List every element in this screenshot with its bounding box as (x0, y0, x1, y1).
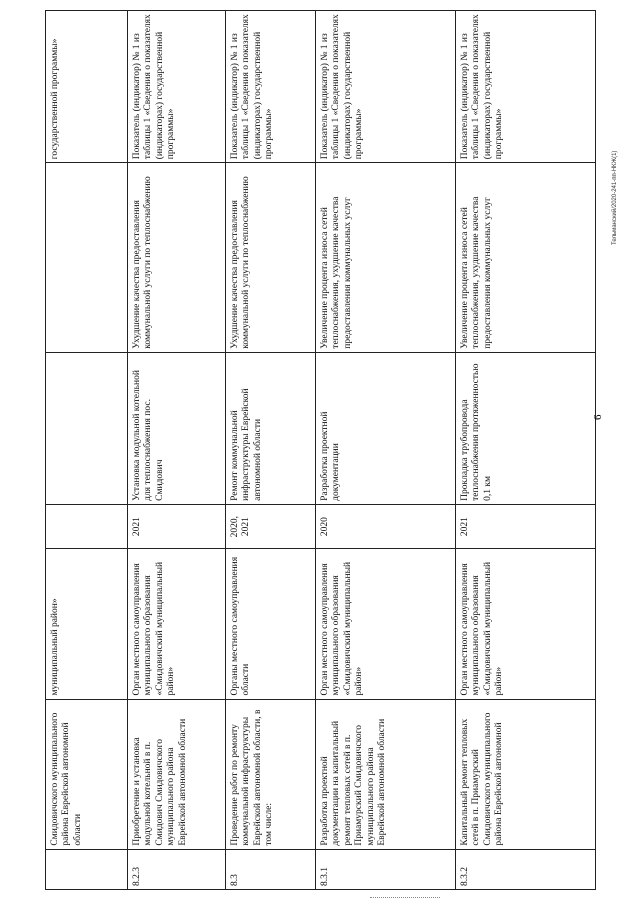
table-row (46, 11, 128, 890)
cell-measure-name: Приобретение и установка модульной котельной в п. Смидович Смидовичского муниципального района Еврейской автономной области (128, 699, 226, 849)
cell-year: 2020 (316, 504, 456, 549)
cell-effect: Ухудшение качества предоставления коммунальной услуги по теплоснабжению (226, 163, 316, 352)
cell-number: 8.3.2 (456, 849, 596, 889)
cell-measure-name: Смидовичского муниципального района Еврейской автономной области (46, 699, 128, 849)
cell-work: Ремонт коммунальной инфраструктуры Еврейской автономной области (226, 352, 316, 504)
cell-responsible: Органы местного самоуправления области (226, 549, 316, 699)
cell-number: 8.2.3 (128, 849, 226, 889)
cell-measure-name: Капитальный ремонт тепловых сетей в п. Приамурский Смидовичского муниципального района Еврейской автономной (456, 699, 596, 849)
cell-responsible: Орган местного самоуправления муниципального образования «Смидовичский муниципальный район» (456, 549, 596, 699)
table-row (316, 11, 456, 890)
table-row (128, 11, 226, 890)
cell-indicator: Показатель (индикатор) № 1 из таблицы 1 «Сведения о показателях (индикаторах) государственной программы» (226, 11, 316, 163)
measures-table (45, 10, 596, 890)
cell-effect: Увеличение процента износа сетей теплоснабжения, ухудшение качества предоставления коммунальных услуг (316, 163, 456, 352)
cell-measure-name: Проведение работ по ремонту коммунальной инфраструктуры Еврейской автономной области, в том числе: (226, 699, 316, 849)
cell-responsible: Орган местного самоуправления муниципального образования «Смидовичский муниципальный район» (316, 549, 456, 699)
cell-work: Прокладка трубопровода теплоснабжения протяженностью 0,1 км (456, 352, 596, 504)
cell-responsible: Орган местного самоуправления муниципального образования «Смидовичский муниципальный район» (128, 549, 226, 699)
cell-indicator: Показатель (индикатор) № 1 из таблицы 1 «Сведения о показателях (индикаторах) государственной программы» (456, 11, 596, 163)
cell-year: 2021 (128, 504, 226, 549)
page-number: 6 (592, 414, 604, 420)
cell-year: 2021 (456, 504, 596, 549)
cell-number: 8.3.1 (316, 849, 456, 889)
cell-work: Установка модульной котельной для теплоснабжения пос. Смидович (128, 352, 226, 504)
rotated-table-container (45, 10, 605, 890)
table-row (456, 11, 596, 890)
cell-effect (46, 163, 128, 352)
cell-effect: Ухудшение качества предоставления коммунальной услуги по теплоснабжению (128, 163, 226, 352)
cell-indicator: Показатель (индикатор) № 1 из таблицы 1 «Сведения о показателях (индикаторах) государственной программы» (316, 11, 456, 163)
cell-number (46, 849, 128, 889)
cell-year: 2020, 2021 (226, 504, 316, 549)
cell-indicator: государственной программы» (46, 11, 128, 163)
table-row (226, 11, 316, 890)
cell-measure-name: Разработка проектной документации на капитальный ремонт тепловых сетей в п. Приамурский Смидовичского муниципального района Еврейской автономной области (316, 699, 456, 849)
cell-work: Разработка проектной документации (316, 352, 456, 504)
cell-responsible: муниципальный район» (46, 549, 128, 699)
cell-effect: Увеличение процента износа сетей теплоснабжения, ухудшение качества предоставления коммунальных услуг (456, 163, 596, 352)
cell-indicator: Показатель (индикатор) № 1 из таблицы 1 «Сведения о показателях (индикаторах) государственной программы» (128, 11, 226, 163)
cell-number: 8.3 (226, 849, 316, 889)
scan-artifact (370, 897, 440, 901)
file-reference-footer: Тельманский/2020-241-пп-НКЖ(1) (612, 150, 618, 245)
cell-work (46, 352, 128, 504)
cell-year (46, 504, 128, 549)
